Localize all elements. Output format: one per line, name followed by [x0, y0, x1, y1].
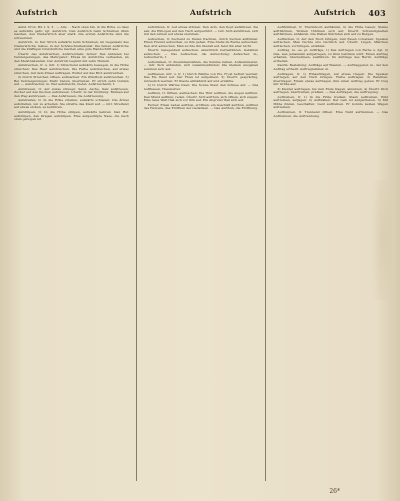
paragraph: 3) Kleider auftragen, bis zum Ende tragen, abnutzen. 4) Übertr. Dick auftragen, übertreiben, prahlen. — Das Auftragen, die Auftragung. — [273, 86, 389, 95]
paragraph: 3) tr. Durch Wärme lösen: Die Sonne thaut den Schnee auf. — Das Aufthauen, Thauwetter. — [143, 83, 259, 91]
header-left-word: Aufstrich — [16, 8, 58, 17]
paragraph: Aufstrich, m. Der Strich aufwärts beim Schreiben, im Gegensatz des Niederstrichs; insbes. in der Schönschreibekunst: Die feinen Aufstriche und die kräftigen Grundstriche machen eine gute Handschrift aus. — [14, 40, 129, 52]
paragraph: Aufthürmen, tr. Thurmhoch aufhäufen, in die Höhe bauen: Steine aufthürmen, Wolken thürmen sich auf. Übertr. Schwierigkeiten aufthürmen, anhäufen. Die Wellen thürmten sich auf zu Bergen. — [273, 26, 389, 37]
text-columns — [14, 26, 388, 481]
paragraph: Übertr. Gelegenheit aufsuchen, absichtlich herbeiführen. Gefahren aufsuchen. — Das Aufsuchen, die Aufsuchung; Aufsucher, m., Aufsucherin, f. — [143, 48, 259, 60]
paragraph: Aufsummen, tr. Zusammenzählen, die Summe ziehen. Aufsummieren. — intr. Sich anhäufen, sich zusammenfinden: Die kleinen Ausgaben summen sich auf. — [143, 59, 259, 72]
paragraph: Aufstützen, tr. Auf etwas stützen: Den Arm, den Kopf aufstützen. Sie saß, die Ellbogen auf den Tisch aufgestützt. — refl. Sich aufstützen, sich mit den Armen auf etwas stemmen. — [143, 26, 259, 37]
paragraph: Aufst. Pron. Bd. I. S. 3 . — Alle . . Nach oben hin, in die Höhe, so dass es aufwärts geht; vgl. Aufstrich. Den Aufstrich beim Schreiben dünn machen, den Niederstrich aber stark. Die ersten Aufstriche sind die schwersten. — [14, 26, 129, 40]
paragraph: 2) Durch Streichen öffnen, aufmachen: Ein Zündholz aufstreichen. 3) Bei Versteigerungen: Mehr bieten, überbieten. Er strich zehn Gulden auf. — Aufstreicher, m. Wer aufstreicht, bietet; Aufstreicherin, f. — [14, 75, 129, 87]
header-right-word: Aufstrich — [314, 8, 356, 17]
paragraph: Übertr. das Aufstreichen, Aufstreicheln; ferner: Das Anbieten bei Versteigerungen, das Mehrgebot: Etwas im Aufstriche verkaufen, an den Meistbietenden. Der Aufstrich beginnt mit zehn Thalern. — [14, 51, 129, 63]
signature-mark: 26* — [329, 488, 340, 495]
column-3 — [273, 26, 388, 481]
running-header — [14, 6, 388, 23]
column-2 — [144, 26, 259, 481]
paragraph: Aufstülpen, tr. In die Höhe stülpen, aufwärts kehren: Den Hut aufstülpen, den Kragen aufstülpen. Eine aufgestülpte Nase, die nach oben gebogen ist. — [14, 110, 129, 122]
paragraph: Auftischen, tr. Auf den Tisch bringen, zum Essen vorsetzen: Speisen auftischen. Man tischte uns reichlich auf. Übertr. Lügen, Märchen auftischen, vorbringen, erzählen. — [273, 36, 389, 48]
paragraph: Kaufm. Bestellung: Aufträge auf Waaren. — Auftraggeber, m., der den Auftrag ertheilt. Auftragnehmer, m. — [273, 63, 389, 72]
page-number: 403 — [368, 8, 386, 18]
paragraph: Ferner: Einen Laden aufthun, eröffnen; ein Geschäft aufthun. Aufthun des Herzens, das Eröffnen der Gedanken. — Das Aufthun, die Eröffnung. — [143, 102, 259, 111]
column-divider — [265, 26, 266, 481]
paragraph: Auftreiben, tr. 1) In die Höhe treiben: Staub auftreiben. Wild auftreiben, aufjagen. 2) Aufblähen: Der Leib ist aufgetrieben. 3) Mit Mühe finden, beschaffen: Geld auftreiben. Er konnte keinen Wagen auftreiben. — [273, 94, 389, 110]
paragraph: Auftrag, m. -es, pl. Aufträge. 1) Das Auftragen von Farbe u. dgl. 2) Das, was jemandem aufgetragen, zu thun befohlen wird: Einen Auftrag erhalten, übernehmen, ausführen. Im Auftrage des Herrn. Aufträge ertheilen. — [273, 48, 389, 63]
header-center-word: Aufstrich — [190, 8, 232, 17]
paragraph: Aufthun, tr. Öffnen, aufmachen: Die Thür aufthun, die Augen aufthun. Den Mund aufthun, reden. Übertr. Sich aufthun, sich öffnen, sich zeigen: Eine neue Welt that sich vor ihm auf. Ein Abgrund that sich auf. — [143, 91, 259, 103]
paragraph: Aufstreuen, tr. Auf etwas streuen: Sand, Asche, Salz aufstreuen. Zucker auf den Kuchen aufstreuen. Übertr. in der Dichtung: Blumen auf den Weg aufstreuen. — Das Aufstreuen, die Aufstreuung. — [14, 86, 129, 98]
paragraph: Aufstreichen, tr. u. intr. 1) Streichend aufwärts bewegen, in die Höhe streichen: Das Haar aufstreichen. Die Farbe aufstreichen, auf etwas streichen, mit dem Pinsel auftragen. Butter auf das Brot aufstreichen. — [14, 63, 129, 75]
paragraph: Aufstreifen, tr. In die Höhe streifen, aufwärts schieben: Die Ärmel aufstreifen, um zu arbeiten. Sie streifte das Kleid auf. — intr. Streifend auf etwas stoßen, es berühren. — [14, 98, 129, 110]
paragraph: Aufsuchen, tr. Suchend zu finden trachten, durch Suchen auffinden: Einen Freund aufsuchen, zu ihm gehen. Eine Stelle im Buche aufsuchen. Den Arzt aufsuchen. Man suchte ihn überall auf, fand ihn aber nicht. — [143, 36, 259, 48]
paragraph: Auftragen, tr. 1) Hinauftragen, auf etwas tragen: Die Speisen auftragen, auf den Tisch bringen. Farbe auftragen. 2) Befehlen, übertragen: Einem etwas auftragen, ihm einen Auftrag geben. Er trug mir Grüße auf. — [273, 71, 389, 87]
paragraph: Auftrennen, tr. Trennend öffnen: Eine Naht auftrennen. — Das Auftrennen, die Auftrennung. — [273, 110, 389, 118]
column-divider — [136, 26, 137, 481]
paragraph: Aufthauen, intr. u. tr. 1) Durch Wärme von Eis, Frost befreit werden: Das Eis thaut auf. Der Fluss ist aufgethaut. 2) Übertr. gesprächig, zutraulich werden: Er thaute allmählich auf und erzählte. — [143, 71, 259, 83]
column-1 — [14, 26, 129, 481]
